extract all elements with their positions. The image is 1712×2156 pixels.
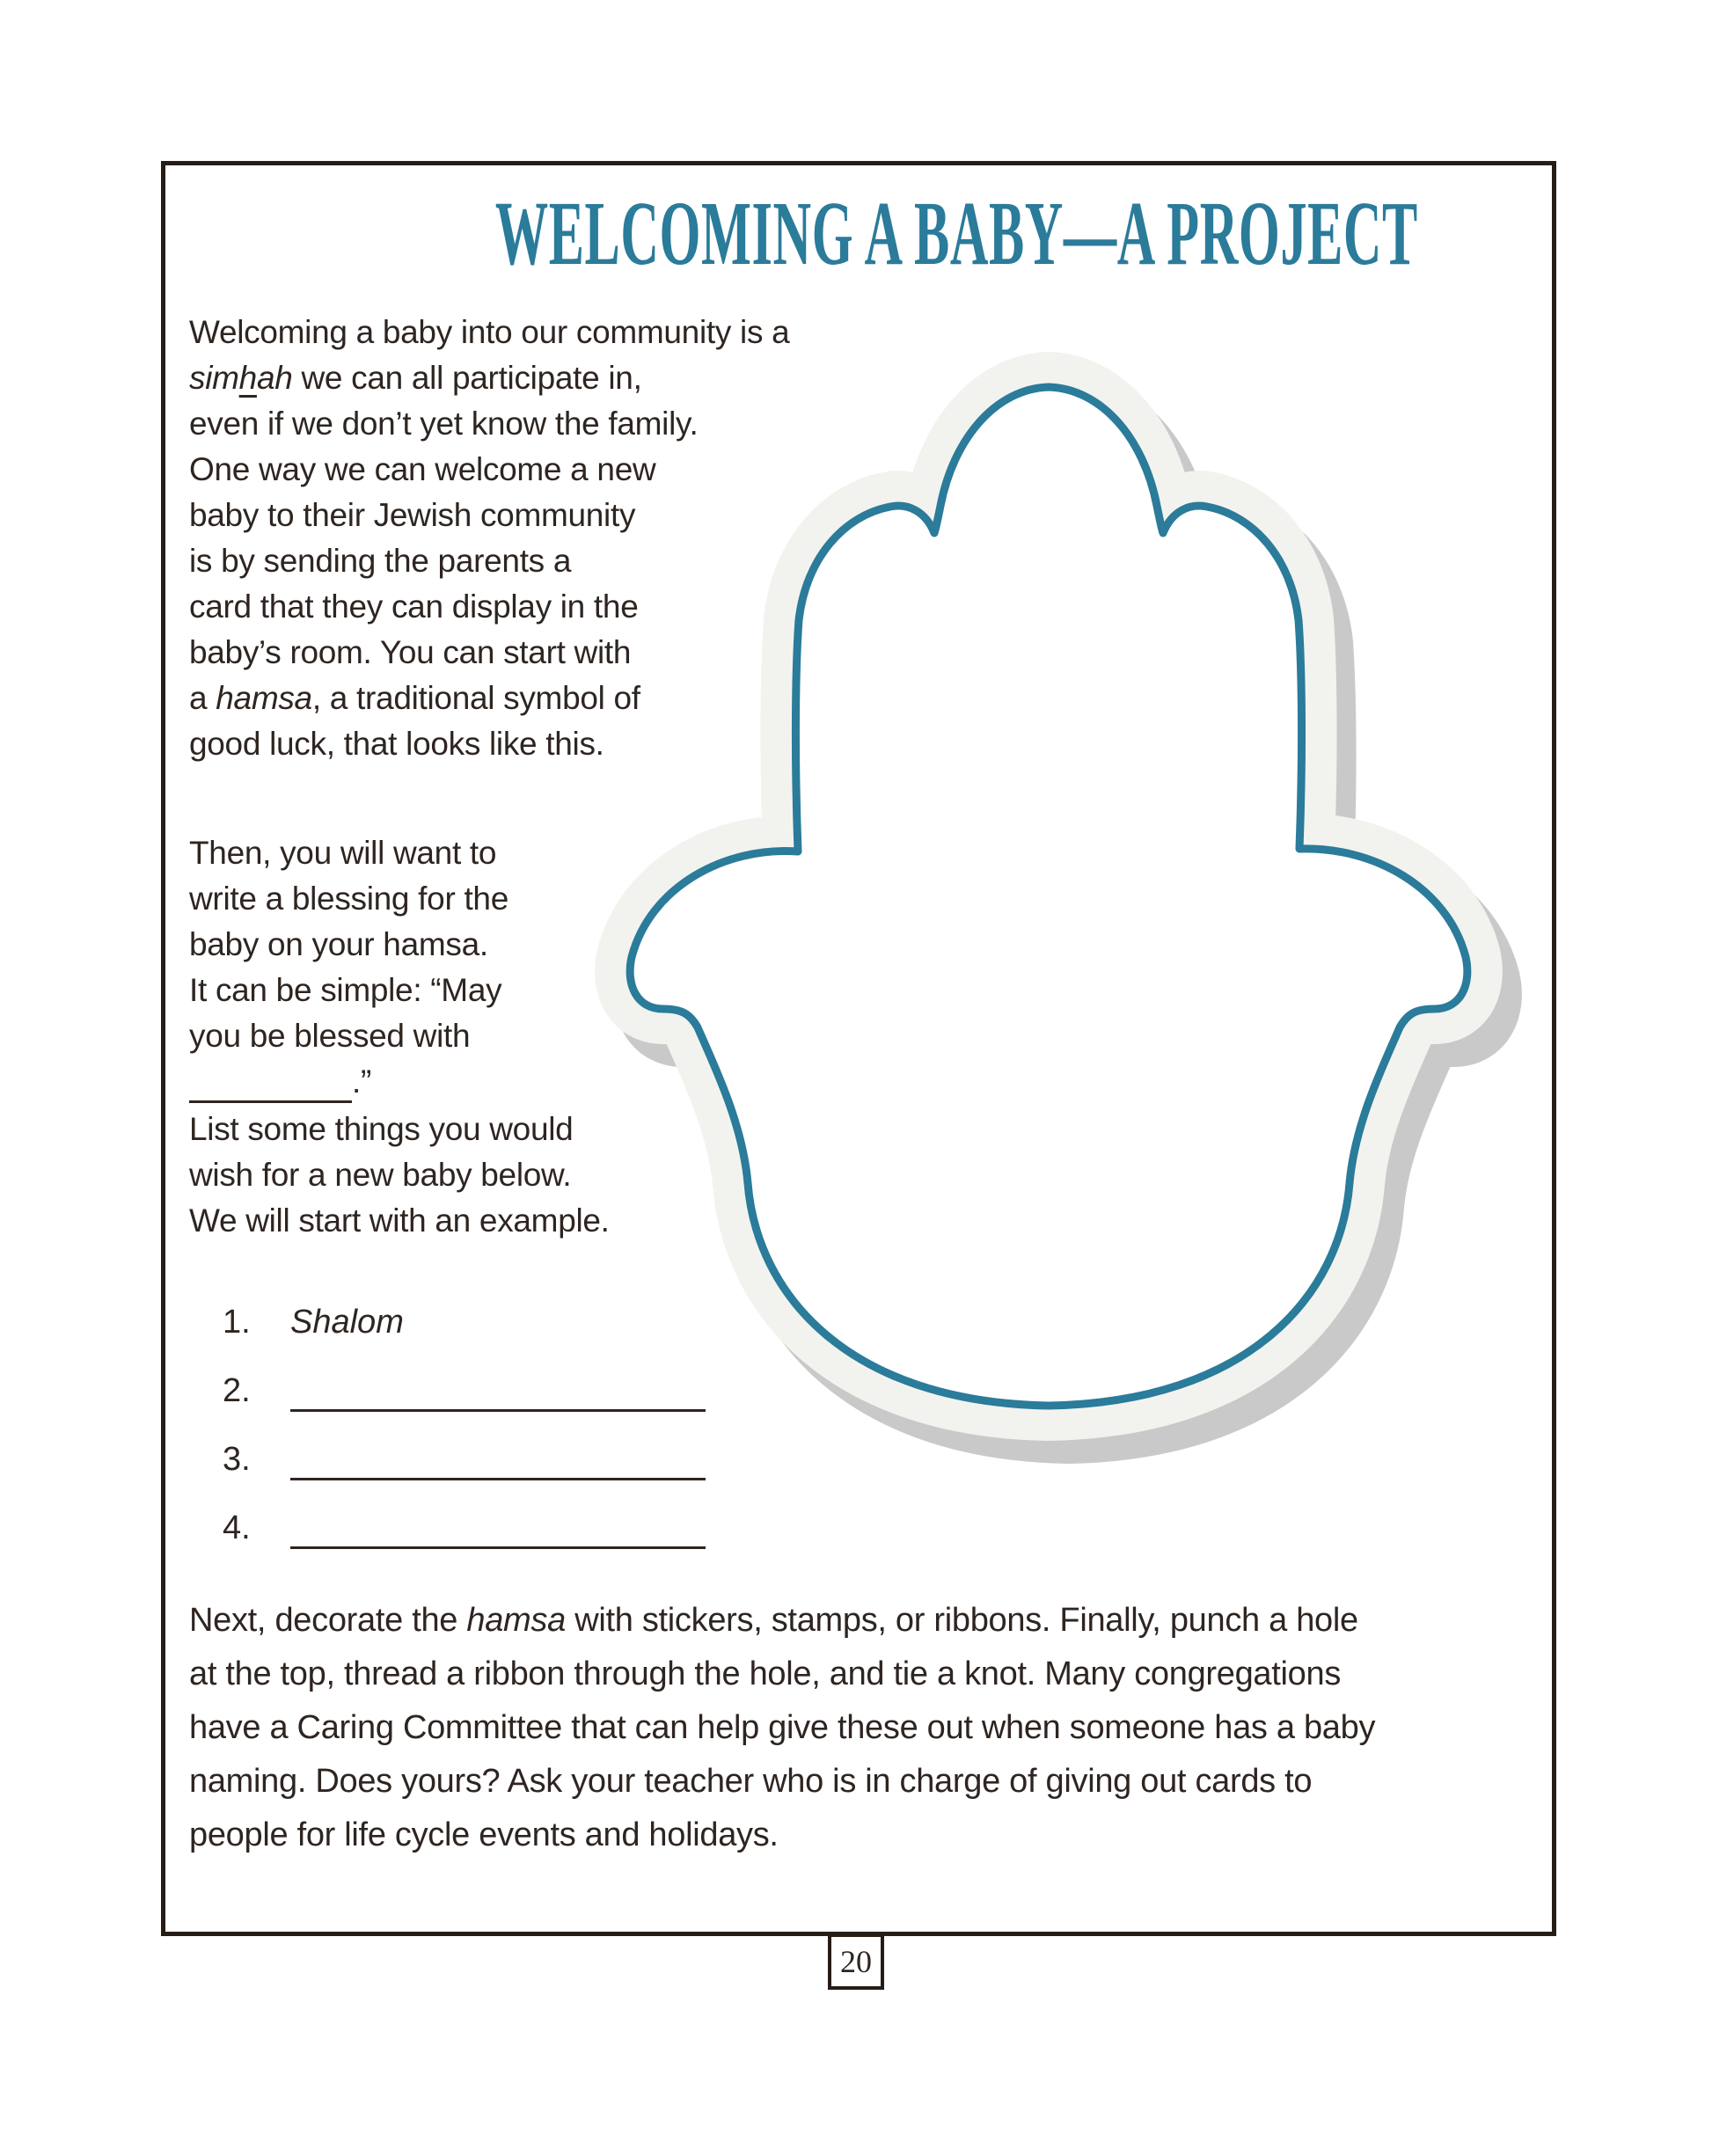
text-run: card that they can display in the (189, 588, 639, 625)
text-line (189, 968, 508, 1013)
text-run: baby to their Jewish community (189, 497, 636, 533)
text-run: List some things you would (189, 1111, 574, 1147)
text-run: have a Caring Committee that can help give these out when someone has a baby (189, 1709, 1376, 1746)
list-item (223, 1372, 706, 1441)
text-line (189, 447, 789, 493)
list-item-number: 3. (223, 1441, 251, 1478)
list-item-number: 2. (223, 1372, 251, 1409)
text-run: baby on your hamsa. (189, 926, 488, 962)
text-run: people for life cycle events and holidays. (189, 1816, 779, 1853)
closing-paragraph (189, 1594, 1375, 1862)
text-line (189, 584, 789, 630)
text-run: write a blessing for the (189, 881, 508, 917)
blank-line (189, 1100, 352, 1103)
text-line (189, 630, 789, 676)
list-item-number: 1. (223, 1304, 251, 1341)
text-run: hamsa (216, 680, 312, 716)
text-line (189, 355, 789, 401)
text-line (189, 401, 789, 447)
text-run: at the top, thread a ribbon through the hole, and tie a knot. Many congregations (189, 1655, 1342, 1692)
text-run: even if we don’t yet know the family. (189, 406, 699, 442)
text-run: is by sending the parents a (189, 543, 572, 579)
text-run: ah (256, 360, 293, 396)
text-line (189, 1198, 610, 1244)
text-line (189, 721, 789, 767)
page-number: 20 (840, 1944, 872, 1979)
page-title (161, 183, 1552, 284)
page-title-text: WELCOMING A BABY—A PROJECT (494, 183, 1418, 284)
page-number-box (828, 1933, 884, 1990)
text-line (189, 1809, 1375, 1862)
list-item (223, 1509, 706, 1578)
list-intro-paragraph (189, 1107, 610, 1244)
text-run: good luck, that looks like this. (189, 726, 604, 762)
text-line (189, 676, 789, 721)
text-run: baby’s room. You can start with (189, 634, 632, 670)
text-run: , a traditional symbol of (311, 680, 640, 716)
text-run: Then, you will want to (189, 835, 497, 871)
intro-paragraph (189, 310, 789, 767)
text-run: One way we can welcome a new (189, 451, 656, 487)
text-line (189, 1755, 1375, 1809)
text-line (189, 1107, 610, 1152)
text-line (189, 310, 789, 355)
text-run: Welcoming a baby into our community is a (189, 314, 790, 350)
text-run: h (238, 360, 257, 396)
text-line (189, 1701, 1375, 1755)
text-line (189, 922, 508, 968)
text-run: Next, decorate the (189, 1602, 467, 1639)
text-line (189, 876, 508, 922)
text-run: we can all participate in, (292, 360, 642, 396)
text-line (189, 538, 789, 584)
text-run: .” (352, 1063, 372, 1100)
blessing-paragraph (189, 830, 508, 1105)
list-item (223, 1304, 706, 1372)
text-run: naming. Does yours? Ask your teacher who is in charge of giving out cards to (189, 1763, 1313, 1800)
text-run: We will start with an example. (189, 1202, 610, 1239)
text-run: It can be simple: “May (189, 972, 502, 1008)
blank-line (290, 1546, 706, 1549)
list-item-text: Shalom (290, 1304, 404, 1341)
text-line (189, 830, 508, 876)
text-run: sim (189, 360, 239, 396)
text-run: hamsa (466, 1602, 566, 1639)
text-line (189, 1059, 508, 1105)
wish-list (223, 1304, 706, 1578)
text-run: wish for a new baby below. (189, 1157, 572, 1193)
blank-line (290, 1478, 706, 1480)
text-line (189, 493, 789, 538)
text-line (189, 1013, 508, 1059)
text-line (189, 1152, 610, 1198)
list-item (223, 1441, 706, 1509)
text-line (189, 1594, 1375, 1648)
list-item-number: 4. (223, 1509, 251, 1546)
text-run: you be blessed with (189, 1018, 471, 1054)
text-run: with stickers, stamps, or ribbons. Finally, punch a hole (565, 1602, 1358, 1639)
text-line (189, 1648, 1375, 1701)
text-run: a (189, 680, 216, 716)
blank-line (290, 1409, 706, 1412)
